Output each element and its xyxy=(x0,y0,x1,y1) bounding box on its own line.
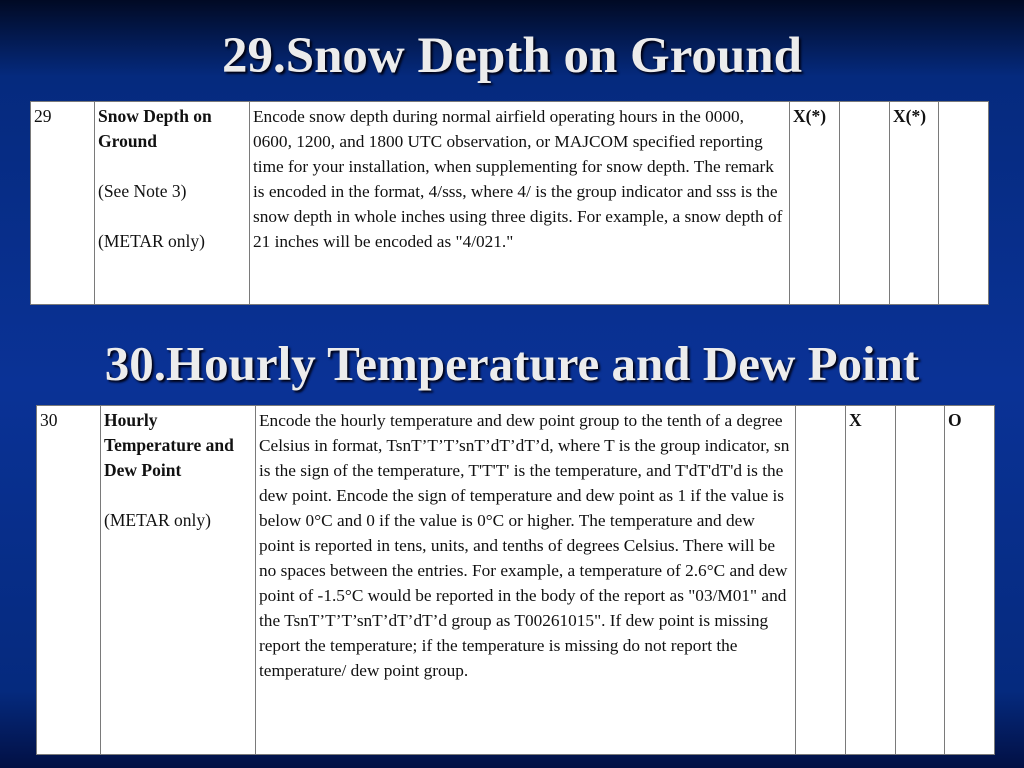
element-name: Hourly Temperature and Dew Point xyxy=(104,410,234,480)
description-cell xyxy=(250,102,790,305)
element-name-cell xyxy=(95,102,250,305)
description-text: Encode the hourly temperature and dew point group to the tenth of a degree Celsius in format, TsnT’T’T’snT’dT’dT’d, where T is the group indicator, sn is the sign of the temperature, T'T'T' is the temperature, and T'dT'dT'd is the dew point. Encode the sign of temperature and dew point as 1 if the value is below 0°C and 0 if the value is 0°C or higher. The temperature and dew point is reported in tens, units, and tenths of degrees Celsius. There will be no spaces between the entries. For example, a temperature of 2.6°C and dew point of -1.5°C would be reported in the body of the report as "03/M01" and the TsnT’T’T’snT’dT’dT’d group as T00261015". If dew point is missing report the temperature; if the temperature is missing do not report the temperature/ dew point group. xyxy=(259,411,790,680)
mark-cell-3: X(*) xyxy=(890,102,939,305)
temperature-dew-point-table xyxy=(36,405,995,755)
mark-cell-4: O xyxy=(945,406,995,755)
metar-only-note: (METAR only) xyxy=(98,231,205,251)
mark-cell-2 xyxy=(840,102,890,305)
table-row xyxy=(31,102,989,305)
description-cell xyxy=(256,406,796,755)
item-number: 29 xyxy=(34,106,52,126)
item-number-cell xyxy=(31,102,95,305)
table-row xyxy=(37,406,995,755)
mark-cell-1 xyxy=(796,406,846,755)
description-text: Encode snow depth during normal airfield operating hours in the 0000, 0600, 1200, and 1800 UTC observation, or MAJCOM specified reporting time for your installation, when supplementing for snow depth. The remark is encoded in the format, 4/sss, where 4/ is the group indicator and sss is the snow depth in whole inches using three digits. For example, a snow depth of 21 inches will be encoded as "4/021." xyxy=(253,107,783,251)
item-number-cell xyxy=(37,406,101,755)
mark-cell-1: X(*) xyxy=(790,102,840,305)
section-29-title: 29.Snow Depth on Ground xyxy=(221,28,803,84)
mark-cell-4 xyxy=(939,102,989,305)
element-name-cell xyxy=(101,406,256,755)
note-reference: (See Note 3) xyxy=(98,181,187,201)
element-name: Snow Depth on Ground xyxy=(98,106,212,151)
mark-cell-3 xyxy=(896,406,945,755)
section-30-title: 30.Hourly Temperature and Dew Point xyxy=(104,336,920,391)
metar-only-note: (METAR only) xyxy=(104,510,211,530)
mark-cell-2: X xyxy=(846,406,896,755)
item-number: 30 xyxy=(40,410,58,430)
snow-depth-table xyxy=(30,101,989,305)
